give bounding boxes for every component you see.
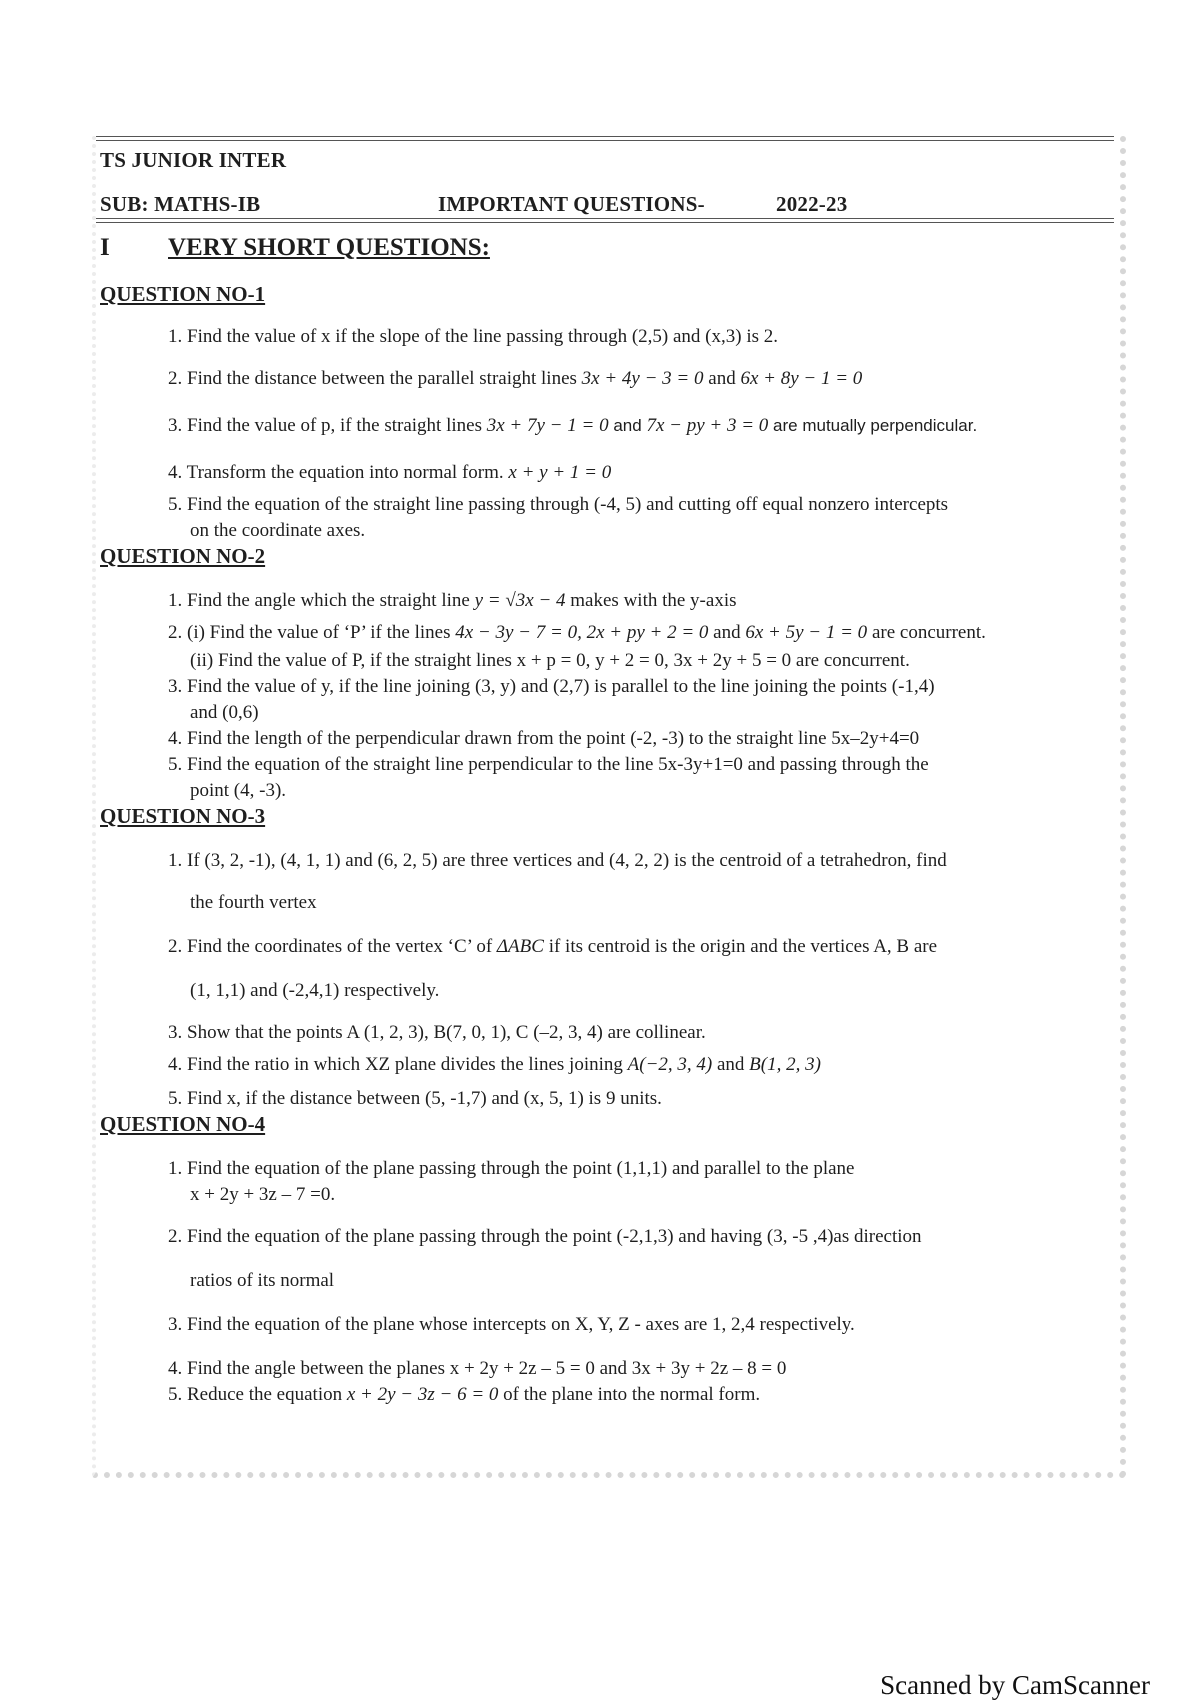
section-number: I [100, 234, 110, 261]
q2-item-3: 3. Find the value of y, if the line joining (3, y) and (2,7) is parallel to the line joining the points (-1,4) [168, 676, 935, 697]
q4-item-2: 2. Find the equation of the plane passing through the point (-2,1,3) and having (3, -5 ,4)as direction [168, 1226, 922, 1247]
question-4-heading: QUESTION NO-4 [100, 1112, 266, 1136]
q4-item-1-cont: x + 2y + 3z – 7 =0. [190, 1184, 336, 1205]
q4-item-2-cont: ratios of its normal [190, 1270, 335, 1291]
q3-item-2-cont: (1, 1,1) and (-2,4,1) respectively. [190, 980, 440, 1001]
year-label: 2022-23 [776, 192, 848, 216]
section-title: VERY SHORT QUESTIONS: [168, 234, 490, 261]
q3-item-3: 3. Show that the points A (1, 2, 3), B(7, 0, 1), C (–2, 3, 4) are collinear. [168, 1022, 706, 1043]
q2-item-1: 1. Find the angle which the straight line y = √3x − 4 makes with the y-axis [168, 590, 737, 611]
header-bottom-rule [96, 218, 1114, 223]
q2-item-5-cont: point (4, -3). [190, 780, 287, 801]
question-2-heading: QUESTION NO-2 [100, 544, 266, 568]
q1-item-5-cont: on the coordinate axes. [190, 520, 366, 541]
q1-item-3: 3. Find the value of p, if the straight lines 3x + 7y − 1 = 0 and 7x − py + 3 = 0 are mutually perpendicular. [168, 415, 978, 436]
section-heading [100, 234, 490, 262]
q3-item-4: 4. Find the ratio in which XZ plane divides the lines joining A(−2, 3, 4) and B(1, 2, 3) [168, 1054, 821, 1075]
q1-item-4: 4. Transform the equation into normal form. x + y + 1 = 0 [168, 462, 612, 483]
q2-item-2: 2. (i) Find the value of ‘P’ if the lines 4x − 3y − 7 = 0, 2x + py + 2 = 0 and 6x + 5y − 1 = 0 are concurrent. [168, 622, 986, 643]
question-1-heading: QUESTION NO-1 [100, 282, 266, 306]
q4-item-3: 3. Find the equation of the plane whose intercepts on X, Y, Z - axes are 1, 2,4 respectively. [168, 1314, 855, 1335]
q4-item-1: 1. Find the equation of the plane passing through the point (1,1,1) and parallel to the plane [168, 1158, 855, 1179]
q1-item-2: 2. Find the distance between the parallel straight lines 3x + 4y − 3 = 0 and 6x + 8y − 1 = 0 [168, 368, 863, 389]
q3-item-2: 2. Find the coordinates of the vertex ‘C’ of ΔABC if its centroid is the origin and the vertices A, B are [168, 936, 938, 957]
q4-item-5: 5. Reduce the equation x + 2y − 3z − 6 = 0 of the plane into the normal form. [168, 1384, 761, 1405]
q2-item-2-ii: (ii) Find the value of P, if the straight lines x + p = 0, y + 2 = 0, 3x + 2y + 5 = 0 are concurrent. [190, 650, 910, 671]
q1-item-5: 5. Find the equation of the straight line passing through (-4, 5) and cutting off equal nonzero intercepts [168, 494, 949, 515]
q4-item-4: 4. Find the angle between the planes x + 2y + 2z – 5 = 0 and 3x + 3y + 2z – 8 = 0 [168, 1358, 787, 1379]
q3-item-1: 1. If (3, 2, -1), (4, 1, 1) and (6, 2, 5) are three vertices and (4, 2, 2) is the centroid of a tetrahedron, find [168, 850, 947, 871]
q3-item-5: 5. Find x, if the distance between (5, -1,7) and (x, 5, 1) is 9 units. [168, 1088, 662, 1109]
q2-item-3-cont: and (0,6) [190, 702, 259, 723]
top-rule [96, 136, 1114, 141]
q2-item-5: 5. Find the equation of the straight line perpendicular to the line 5x-3y+1=0 and passing through the [168, 754, 929, 775]
q1-item-1: 1. Find the value of x if the slope of the line passing through (2,5) and (x,3) is 2. [168, 326, 779, 347]
question-3-heading: QUESTION NO-3 [100, 804, 266, 828]
camscanner-watermark: Scanned by CamScanner [880, 1670, 1150, 1700]
subject-label: SUB: MATHS-IB [100, 192, 261, 216]
q3-item-1-cont: the fourth vertex [190, 892, 317, 913]
important-label: IMPORTANT QUESTIONS- [438, 192, 705, 216]
school-label: TS JUNIOR INTER [100, 148, 287, 172]
q2-item-4: 4. Find the length of the perpendicular drawn from the point (-2, -3) to the straight line 5x–2y+4=0 [168, 728, 920, 749]
